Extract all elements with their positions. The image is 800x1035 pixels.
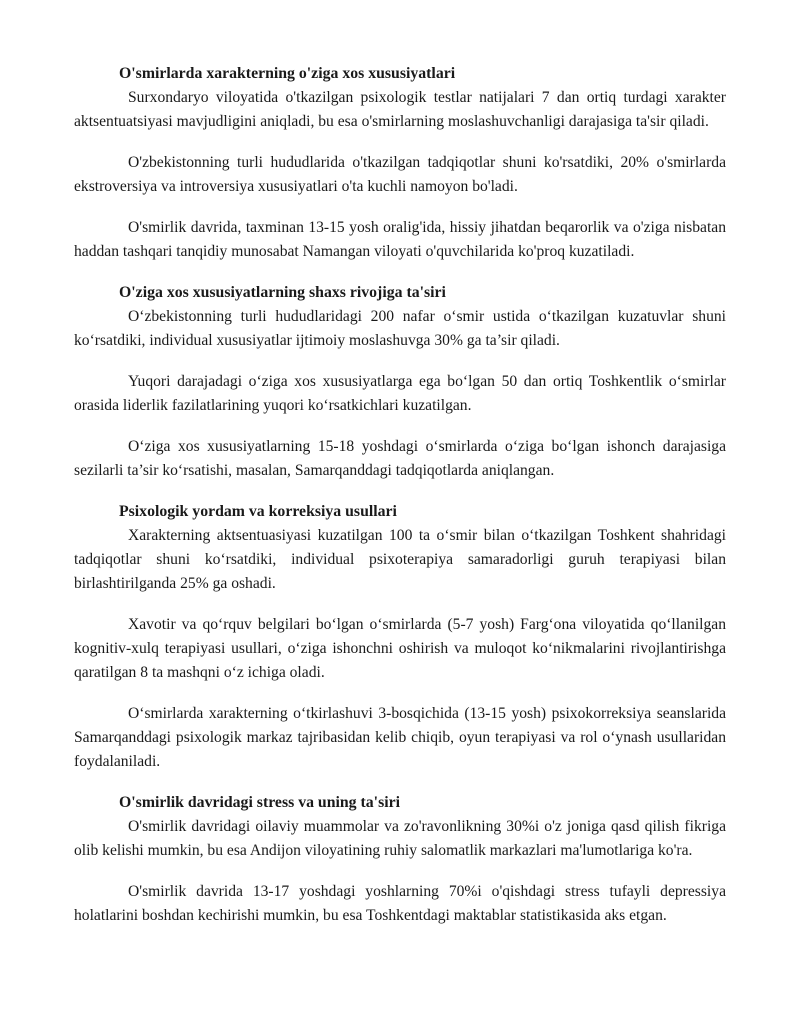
paragraph: Surxondaryo viloyatida o'tkazilgan psixologik testlar natijalari 7 dan ortiq turdagi xarakter aktsentuatsiyasi mavjudligini aniqladi, bu esa o'smirlarning moslashuvchanligi darajasiga ta'sir qiladi. (74, 89, 726, 130)
section-psychological-help (74, 500, 726, 774)
paragraph: O'smirlik davridagi oilaviy muammolar va zo'ravonlikning 30%i o'z joniga qasd qilish fikriga olib kelishi mumkin, bu esa Andijon viloyatining ruhiy salomatlik markazlari ma'lumotlariga ko'ra. (74, 818, 726, 859)
paragraph: Xavotir va qo‘rquv belgilari bo‘lgan o‘smirlarda (5-7 yosh) Farg‘ona viloyatida qo‘llanilgan kognitiv-xulq terapiyasi usullari, o‘ziga ishonchni oshirish va muloqot ko‘nikmalarini rivojlantirishga qaratilgan 8 ta mashqni o‘z ichiga oladi. (74, 616, 726, 681)
section-heading: O'smirlarda xarakterning o'ziga xos xususiyatlari (119, 65, 456, 82)
paragraph: O‘ziga xos xususiyatlarning 15-18 yoshdagi o‘smirlarda o‘ziga bo‘lgan ishonch darajasiga sezilarli ta’sir ko‘rsatishi, masalan, Samarqanddagi tadqiqotlarda aniqlangan. (74, 438, 726, 479)
section-heading: O'ziga xos xususiyatlarning shaxs rivojiga ta'siri (119, 284, 446, 301)
section-heading: O'smirlik davridagi stress va uning ta'siri (119, 794, 401, 811)
section-heading: Psixologik yordam va korreksiya usullari (119, 503, 397, 520)
paragraph: Yuqori darajadagi o‘ziga xos xususiyatlarga ega bo‘lgan 50 dan ortiq Toshkentlik o‘smirlar orasida liderlik fazilatlarining yuqori ko‘rsatkichlari kuzatilgan. (74, 373, 726, 414)
section-personality-development (74, 281, 726, 483)
section-character-traits (74, 62, 726, 264)
paragraph: O‘smirlarda xarakterning o‘tkirlashuvi 3-bosqichida (13-15 yosh) psixokorreksiya seanslarida Samarqanddagi psixologik markaz tajribasidan kelib chiqib, oyun terapiyasi va rol o‘ynash usullaridan foydalaniladi. (74, 705, 726, 770)
paragraph: Xarakterning aktsentuasiyasi kuzatilgan 100 ta o‘smir bilan o‘tkazilgan Toshkent shahridagi tadqiqotlar shuni ko‘rsatdiki, individual psixoterapiya samaradorligi guruh terapiyasi bilan birlashtirilganda 25% ga oshadi. (74, 527, 726, 592)
paragraph: O'zbekistonning turli hududlarida o'tkazilgan tadqiqotlar shuni ko'rsatdiki, 20% o'smirlarda ekstroversiya va introversiya xususiyatlari o'ta kuchli namoyon bo'ladi. (74, 154, 726, 195)
paragraph: O'smirlik davrida, taxminan 13-15 yosh oralig'ida, hissiy jihatdan beqarorlik va o'ziga nisbatan haddan tashqari tanqidiy munosabat Namangan viloyati o'quvchilarida ko'proq kuzatiladi. (74, 219, 726, 260)
paragraph: O‘zbekistonning turli hududlaridagi 200 nafar o‘smir ustida o‘tkazilgan kuzatuvlar shuni ko‘rsatdiki, individual xususiyatlar ijtimoiy moslashuvga 30% ga ta’sir qiladi. (74, 308, 726, 349)
section-adolescent-stress (74, 791, 726, 928)
paragraph: O'smirlik davrida 13-17 yoshdagi yoshlarning 70%i o'qishdagi stress tufayli depressiya holatlarini boshdan kechirishi mumkin, bu esa Toshkentdagi maktablar statistikasida aks etgan. (74, 883, 726, 924)
